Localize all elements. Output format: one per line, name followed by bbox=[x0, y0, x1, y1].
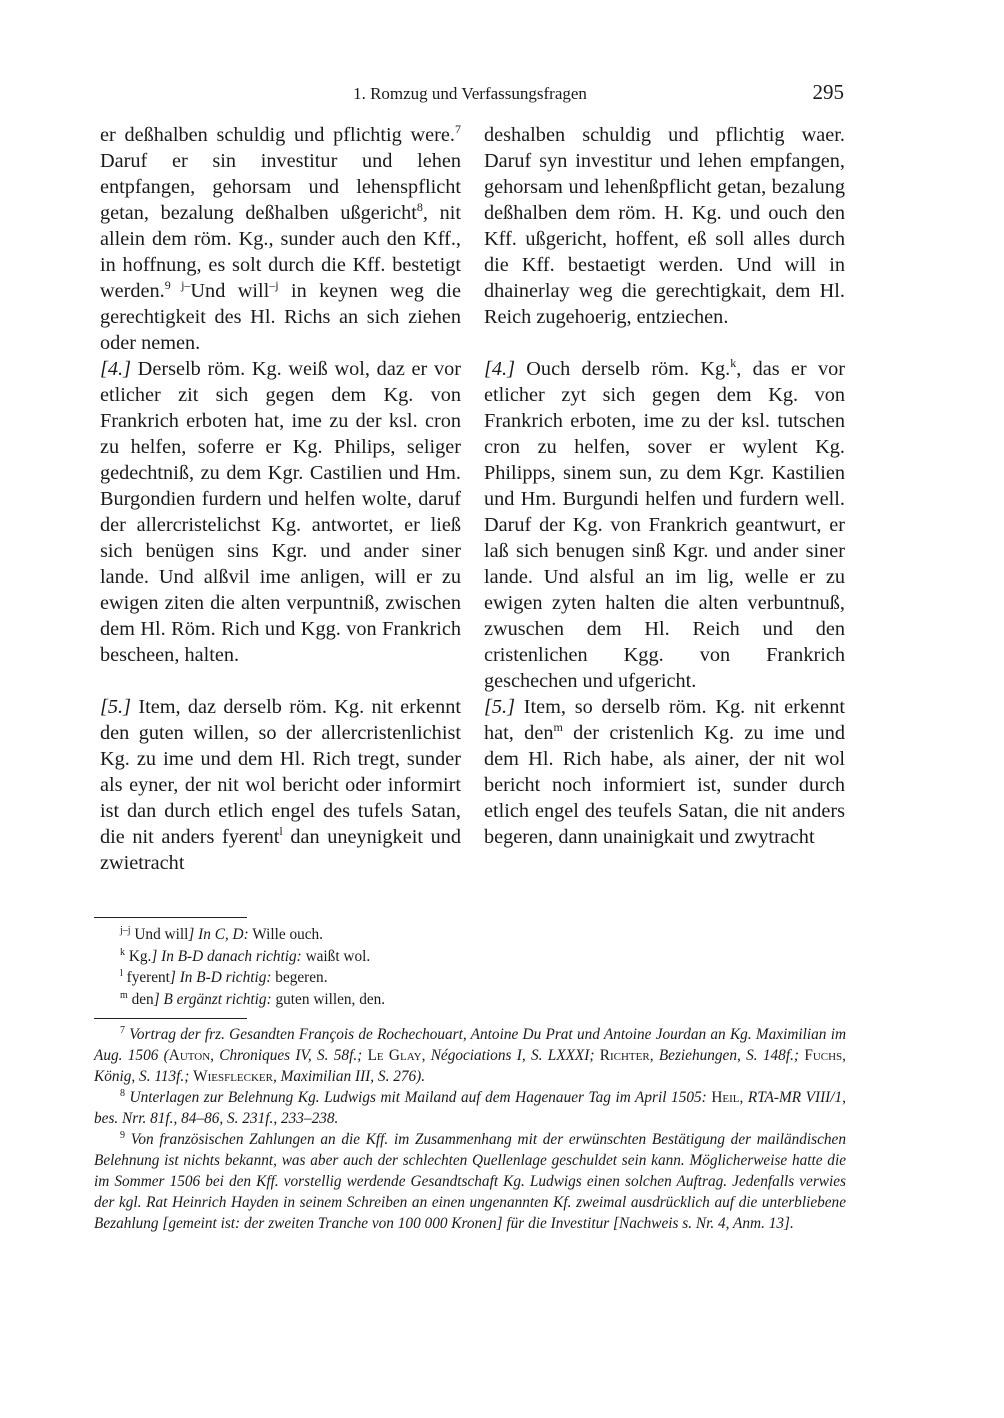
left-column bbox=[100, 122, 461, 876]
footnote-ref-7[interactable]: 7 bbox=[455, 122, 461, 137]
variant-ref-j-open[interactable]: j– bbox=[170, 278, 191, 293]
text-run: , das er vor etlicher zyt sich gegen dem Kg. von Frankrich erboten, ime zu der ksl. tutschen cron zu helfen, sover er wylent Kg. Philipps, sinem sun, zu dem Kgr. Kastilien und Hm. Burgundi helfen und furdern well. Daruf der Kg. von Frankrich geantwurt, er laß sich benugen sinß Kgr. und ander siner lande. Und alsful an im lig, welle er zu ewigen zyten halten die alten verbuntnuß, zwuschen dem Hl. Reich und den cristenlichen Kgg. von Frankrich geschechen und ufgericht. bbox=[484, 358, 846, 692]
left-paragraph-4 bbox=[100, 356, 461, 668]
text-run: der cristenlich Kg. zu ime und dem Hl. Rich habe, als ainer, der nit wol bericht noch informiert ist, sunder durch etlich engel des teufels Satan, die nit anders begeren, dann unainigkait und zwytracht bbox=[484, 722, 846, 848]
author-name: Richter bbox=[599, 1047, 650, 1064]
footnote-9 bbox=[94, 1129, 846, 1234]
lemma: Und will bbox=[130, 926, 189, 943]
running-title: 1. Romzug und Verfassungsfragen bbox=[353, 84, 587, 103]
page-number: 295 bbox=[812, 80, 844, 104]
lemma: Kg. bbox=[125, 947, 152, 965]
text-run: Derselb röm. Kg. weiß wol, daz er vor etlicher zit sich gegen dem Kg. von Frankrich erboten hat, ime zu der ksl. cron zu helfen, soferre er Kg. Philips, seliger gedechtniß, zu dem Kgr. Castilien und Hm. Burgondien furdern und helfen wolte, daruf der allercristelichst Kg. antwortet, er ließ sich benügen sins Kgr. und ander siner lande. Und alßvil ime anligen, will er zu ewigen ziten die alten verpuntniß, zwischen dem Hl. Röm. Rich und Kgg. von Frankrich bescheen, halten. bbox=[100, 358, 461, 666]
text-run: Ouch derselb röm. Kg. bbox=[515, 358, 731, 380]
author-name: Auton bbox=[168, 1047, 211, 1064]
note-mark: 9 bbox=[120, 1129, 125, 1141]
variant-ref-m[interactable]: m bbox=[553, 720, 563, 735]
note-mark: j–j bbox=[120, 924, 131, 936]
note-mark: 7 bbox=[120, 1024, 125, 1036]
text-run: , nit allein dem röm. Kg., sunder auch den Kff., in hoffnung, es solt durch die Kff. bestetigt werden. bbox=[100, 202, 461, 302]
text-run: , Négociations I, S. LXXXI; bbox=[421, 1047, 600, 1064]
variant-notes bbox=[94, 924, 846, 1010]
lemma: den bbox=[127, 990, 154, 1008]
text-run: , Maximilian III, S. 276). bbox=[273, 1068, 426, 1085]
text-run: Item, so derselb röm. Kg. nit erkennt hat, den bbox=[484, 696, 845, 744]
section-number: [5.] bbox=[100, 696, 131, 718]
author-name: Le Glay bbox=[367, 1047, 422, 1064]
reading: waißt wol. bbox=[301, 947, 371, 965]
text-run: Item, daz derselb röm. Kg. nit erkennt den guten willen, so der allercristenlichist Kg. zu ime und dem Hl. Rich tregt, sunder als eyner, der nit wol bericht oder informirt ist dan durch etlich engel des tufels Satan, die nit anders fyerent bbox=[100, 696, 461, 848]
text-run: Daruf er sin investitur und lehen entpfangen, gehorsam und lehenspflicht getan, bezalung deßhalben ußgericht bbox=[100, 150, 461, 224]
apparatus-comment: ] B ergänzt richtig: bbox=[153, 990, 272, 1008]
author-name: Wiesflecker bbox=[193, 1068, 273, 1085]
variant-note bbox=[94, 946, 846, 968]
text-run: dan uneynigkeit und zwietracht bbox=[100, 826, 461, 874]
text-run: , RTA-MR VIII/1, bes. Nrr. 81f., 84–86, S. 231f., 233–238. bbox=[94, 1089, 846, 1127]
reading: guten willen, den. bbox=[271, 990, 386, 1008]
variant-ref-j-close[interactable]: –j bbox=[269, 278, 279, 293]
text-run: Und will bbox=[190, 280, 270, 302]
reading: begeren. bbox=[271, 969, 328, 986]
lemma: fyerent bbox=[122, 969, 170, 986]
apparatus-comment: ] In B-D richtig: bbox=[169, 969, 272, 986]
text-run: in keynen weg die gerechtigkeit des Hl. Richs an sich ziehen oder nemen. bbox=[100, 280, 461, 354]
page-header bbox=[94, 80, 846, 110]
note-mark: k bbox=[120, 946, 125, 958]
reading: Wille ouch. bbox=[248, 926, 323, 943]
footnotes-divider bbox=[94, 1018, 247, 1019]
text-run: Unterlagen zur Belehnung Kg. Ludwigs mit Mailand auf dem Hagenauer Tag im April 1505: bbox=[125, 1089, 712, 1106]
footnote-8 bbox=[94, 1087, 846, 1129]
section-number: [5.] bbox=[484, 696, 515, 718]
footnotes bbox=[94, 1024, 846, 1234]
parallel-text-columns bbox=[100, 122, 845, 876]
left-paragraph-5 bbox=[100, 694, 461, 876]
text-run: er deßhalben schuldig und pflichtig were. bbox=[100, 124, 455, 146]
footnote-ref-8[interactable]: 8 bbox=[416, 200, 423, 215]
variant-notes-divider bbox=[94, 917, 247, 918]
variant-note bbox=[94, 967, 846, 989]
section-number: [4.] bbox=[484, 358, 515, 380]
section-number: [4.] bbox=[100, 358, 131, 380]
text-run: , König, S. 113f.; bbox=[94, 1047, 846, 1085]
author-name: Fuchs bbox=[804, 1047, 843, 1064]
apparatus-comment: ] In B-D danach richtig: bbox=[151, 947, 302, 965]
variant-ref-l[interactable]: l bbox=[279, 824, 283, 839]
right-paragraph-4 bbox=[484, 356, 845, 694]
right-paragraph-1: deshalben schuldig und pflichtig waer. Daruf syn investitur und lehen empfangen, gehorsam und lehenßpflicht getan, bezalung deßhalben dem röm. H. Kg. und ouch den Kff. ußgericht, hoffent, eß soll alles durch die Kff. bestaetigt werden. Und will in dhainerlay weg die gerechtigkait, dem Hl. Reich zugehoerig, entziechen. bbox=[484, 124, 845, 328]
note-mark: 8 bbox=[120, 1087, 125, 1099]
right-paragraph-5 bbox=[484, 694, 845, 850]
text-run: Vortrag der frz. Gesandten François de Rochechouart, Antoine Du Prat und Antoine Jourdan an Kg. Maximilian im Aug. 1506 ( bbox=[94, 1026, 846, 1064]
footnote-7 bbox=[94, 1024, 846, 1087]
variant-note bbox=[94, 989, 846, 1011]
variant-ref-k[interactable]: k bbox=[730, 356, 737, 371]
text-run: , Chroniques IV, S. 58f.; bbox=[210, 1047, 368, 1064]
left-paragraph-1 bbox=[100, 122, 461, 356]
note-mark: m bbox=[120, 989, 128, 1001]
note-mark: l bbox=[120, 967, 123, 979]
right-column bbox=[484, 122, 845, 876]
variant-note bbox=[94, 924, 846, 946]
text-run: Von französischen Zahlungen an die Kff. im Zusammenhang mit der erwünschten Bestätigung der mailändischen Belehnung ist nichts bekannt, was aber auch der schlechten Quellenlage geschuldet sein kann. Möglicherweise hatte die im Sommer 1506 bei den Kff. vorstellig werdende Gesandtschaft Kg. Ludwigs einen solchen Auftrag. Jedenfalls verwies der kgl. Rat Heinrich Hayden in seinem Schreiben an einen ungenannten Kf. zweimal ausdrücklich auf die unterbliebene Bezahlung [gemeint ist: der zweiten Tranche von 100 000 Kronen] für die Investitur [Nachweis s. Nr. 4, Anm. 13]. bbox=[94, 1131, 846, 1232]
apparatus-comment: ] In C, D: bbox=[188, 926, 249, 943]
footnote-ref-9[interactable]: 9 bbox=[164, 278, 171, 293]
text-run: , Beziehungen, S. 148f.; bbox=[649, 1047, 805, 1064]
author-name: Heil bbox=[711, 1089, 740, 1106]
